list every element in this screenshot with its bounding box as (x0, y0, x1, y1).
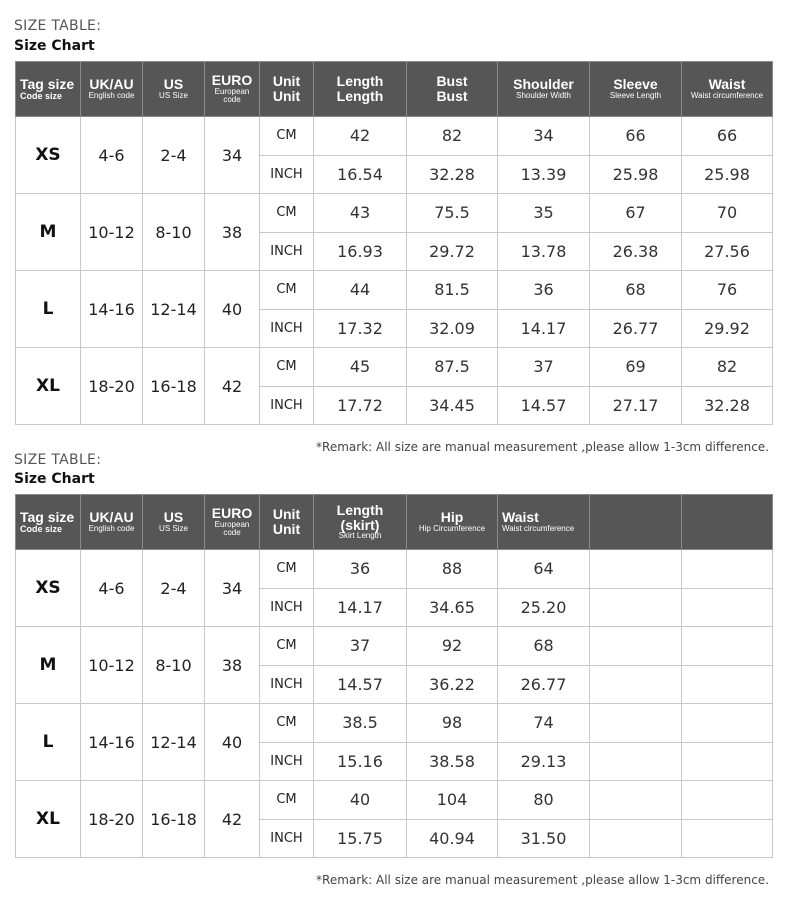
measurement-cell: 37 (314, 627, 407, 666)
section-label: SIZE TABLE: (14, 452, 102, 468)
euro-size-cell: 40 (205, 704, 260, 781)
measurement-cell: 104 (407, 781, 498, 820)
measurement-cell: 16.93 (314, 232, 407, 271)
size-row-cm (16, 704, 773, 743)
measurement-cell: 68 (590, 271, 682, 310)
measurement-cell: 82 (407, 117, 498, 156)
unit-cm-cell: CM (260, 117, 314, 156)
measurement-cell: 25.98 (682, 155, 773, 194)
header-us: US US Size (143, 495, 205, 550)
measurement-cell: 34.45 (407, 386, 498, 425)
unit-inch-cell: INCH (260, 232, 314, 271)
measurement-cell: 74 (498, 704, 590, 743)
measurement-cell: 40.94 (407, 819, 498, 858)
measurement-cell: 36.22 (407, 665, 498, 704)
us-size-cell: 2-4 (143, 550, 205, 627)
measurement-cell: 44 (314, 271, 407, 310)
euro-size-cell: 42 (205, 348, 260, 425)
measurement-cell: 27.17 (590, 386, 682, 425)
measurement-cell (682, 588, 773, 627)
euro-size-cell: 38 (205, 194, 260, 271)
size-row-cm (16, 348, 773, 387)
measurement-cell: 40 (314, 781, 407, 820)
measurement-cell (682, 781, 773, 820)
unit-inch-cell: INCH (260, 155, 314, 194)
measurement-cell: 92 (407, 627, 498, 666)
unit-inch-cell: INCH (260, 588, 314, 627)
size-row-cm (16, 627, 773, 666)
measurement-cell: 32.28 (407, 155, 498, 194)
measurement-cell: 17.32 (314, 309, 407, 348)
measurement-cell: 15.16 (314, 742, 407, 781)
header-empty (682, 495, 773, 550)
unit-inch-cell: INCH (260, 742, 314, 781)
tag-size-cell: M (16, 627, 81, 704)
header-bust: Bust Bust (407, 62, 498, 117)
measurement-cell (590, 819, 682, 858)
size-row-cm (16, 271, 773, 310)
measurement-cell: 14.17 (498, 309, 590, 348)
section-label: SIZE TABLE: (14, 18, 102, 34)
tag-size-cell: XS (16, 550, 81, 627)
unit-cm-cell: CM (260, 627, 314, 666)
measurement-cell: 66 (590, 117, 682, 156)
measurement-cell: 42 (314, 117, 407, 156)
unit-cm-cell: CM (260, 348, 314, 387)
measurement-cell: 98 (407, 704, 498, 743)
measurement-cell: 81.5 (407, 271, 498, 310)
header-tag-size: Tag size Code size (16, 62, 81, 117)
measurement-cell: 34 (498, 117, 590, 156)
unit-inch-cell: INCH (260, 819, 314, 858)
uk-au-cell: 14-16 (81, 704, 143, 781)
measurement-cell: 36 (314, 550, 407, 589)
measurement-cell: 17.72 (314, 386, 407, 425)
uk-au-cell: 4-6 (81, 550, 143, 627)
unit-inch-cell: INCH (260, 309, 314, 348)
header-skirt-length: Length (skirt) Skirt Length (314, 495, 407, 550)
header-row (16, 495, 773, 550)
measurement-cell (682, 665, 773, 704)
header-waist: Waist Waist circumference (498, 495, 590, 550)
measurement-cell (590, 742, 682, 781)
measurement-cell: 14.57 (498, 386, 590, 425)
measurement-cell: 13.78 (498, 232, 590, 271)
measurement-cell: 43 (314, 194, 407, 233)
euro-size-cell: 40 (205, 271, 260, 348)
section-title: Size Chart (14, 38, 95, 54)
euro-size-cell: 42 (205, 781, 260, 858)
measurement-cell: 88 (407, 550, 498, 589)
euro-size-cell: 34 (205, 550, 260, 627)
header-unit: Unit Unit (260, 62, 314, 117)
measurement-cell (590, 627, 682, 666)
measurement-cell (682, 627, 773, 666)
header-hip: Hip Hip Circumference (407, 495, 498, 550)
us-size-cell: 12-14 (143, 271, 205, 348)
measurement-cell (682, 742, 773, 781)
measurement-cell: 36 (498, 271, 590, 310)
uk-au-cell: 10-12 (81, 627, 143, 704)
measurement-cell: 35 (498, 194, 590, 233)
header-unit: Unit Unit (260, 495, 314, 550)
measurement-cell: 45 (314, 348, 407, 387)
header-uk-au: UK/AU English code (81, 495, 143, 550)
size-row-cm (16, 194, 773, 233)
measurement-cell: 15.75 (314, 819, 407, 858)
size-table-top (15, 61, 773, 425)
measurement-cell: 67 (590, 194, 682, 233)
header-length: Length Length (314, 62, 407, 117)
measurement-cell: 32.28 (682, 386, 773, 425)
unit-cm-cell: CM (260, 271, 314, 310)
size-row-cm (16, 550, 773, 589)
tag-size-cell: XL (16, 781, 81, 858)
tag-size-cell: L (16, 271, 81, 348)
us-size-cell: 16-18 (143, 781, 205, 858)
measurement-cell: 38.5 (314, 704, 407, 743)
header-empty (590, 495, 682, 550)
tag-size-cell: XS (16, 117, 81, 194)
tag-size-cell: M (16, 194, 81, 271)
measurement-cell: 68 (498, 627, 590, 666)
measurement-cell (682, 550, 773, 589)
remark-note: *Remark: All size are manual measurement ,please allow 1-3cm difference. (316, 873, 769, 887)
uk-au-cell: 18-20 (81, 781, 143, 858)
measurement-cell: 29.72 (407, 232, 498, 271)
measurement-cell: 26.38 (590, 232, 682, 271)
measurement-cell: 37 (498, 348, 590, 387)
measurement-cell (590, 665, 682, 704)
measurement-cell: 29.92 (682, 309, 773, 348)
measurement-cell: 75.5 (407, 194, 498, 233)
us-size-cell: 8-10 (143, 627, 205, 704)
header-euro: EURO European code (205, 495, 260, 550)
measurement-cell: 26.77 (590, 309, 682, 348)
measurement-cell (682, 704, 773, 743)
header-shoulder: Shoulder Shoulder Width (498, 62, 590, 117)
measurement-cell: 27.56 (682, 232, 773, 271)
remark-note: *Remark: All size are manual measurement ,please allow 1-3cm difference. (316, 440, 769, 454)
measurement-cell: 14.57 (314, 665, 407, 704)
measurement-cell: 14.17 (314, 588, 407, 627)
header-waist: Waist Waist circumference (682, 62, 773, 117)
measurement-cell (590, 550, 682, 589)
measurement-cell: 25.98 (590, 155, 682, 194)
measurement-cell: 80 (498, 781, 590, 820)
measurement-cell: 69 (590, 348, 682, 387)
measurement-cell: 32.09 (407, 309, 498, 348)
size-row-cm (16, 117, 773, 156)
unit-cm-cell: CM (260, 194, 314, 233)
unit-cm-cell: CM (260, 781, 314, 820)
uk-au-cell: 10-12 (81, 194, 143, 271)
header-row (16, 62, 773, 117)
unit-cm-cell: CM (260, 550, 314, 589)
unit-inch-cell: INCH (260, 386, 314, 425)
measurement-cell (590, 704, 682, 743)
header-us: US US Size (143, 62, 205, 117)
measurement-cell (590, 781, 682, 820)
tag-size-cell: XL (16, 348, 81, 425)
uk-au-cell: 18-20 (81, 348, 143, 425)
measurement-cell: 70 (682, 194, 773, 233)
measurement-cell: 31.50 (498, 819, 590, 858)
measurement-cell: 34.65 (407, 588, 498, 627)
tag-size-cell: L (16, 704, 81, 781)
section-title: Size Chart (14, 471, 95, 487)
header-tag-size: Tag size Code size (16, 495, 81, 550)
measurement-cell: 82 (682, 348, 773, 387)
measurement-cell: 25.20 (498, 588, 590, 627)
euro-size-cell: 34 (205, 117, 260, 194)
measurement-cell (682, 819, 773, 858)
unit-inch-cell: INCH (260, 665, 314, 704)
measurement-cell: 38.58 (407, 742, 498, 781)
euro-size-cell: 38 (205, 627, 260, 704)
measurement-cell: 29.13 (498, 742, 590, 781)
unit-cm-cell: CM (260, 704, 314, 743)
us-size-cell: 16-18 (143, 348, 205, 425)
measurement-cell: 64 (498, 550, 590, 589)
measurement-cell: 26.77 (498, 665, 590, 704)
header-euro: EURO European code (205, 62, 260, 117)
measurement-cell: 66 (682, 117, 773, 156)
uk-au-cell: 4-6 (81, 117, 143, 194)
measurement-cell: 87.5 (407, 348, 498, 387)
us-size-cell: 12-14 (143, 704, 205, 781)
us-size-cell: 8-10 (143, 194, 205, 271)
measurement-cell: 76 (682, 271, 773, 310)
measurement-cell: 16.54 (314, 155, 407, 194)
measurement-cell (590, 588, 682, 627)
uk-au-cell: 14-16 (81, 271, 143, 348)
us-size-cell: 2-4 (143, 117, 205, 194)
header-uk-au: UK/AU English code (81, 62, 143, 117)
header-sleeve: Sleeve Sleeve Length (590, 62, 682, 117)
size-table-bottom (15, 494, 773, 858)
size-row-cm (16, 781, 773, 820)
measurement-cell: 13.39 (498, 155, 590, 194)
